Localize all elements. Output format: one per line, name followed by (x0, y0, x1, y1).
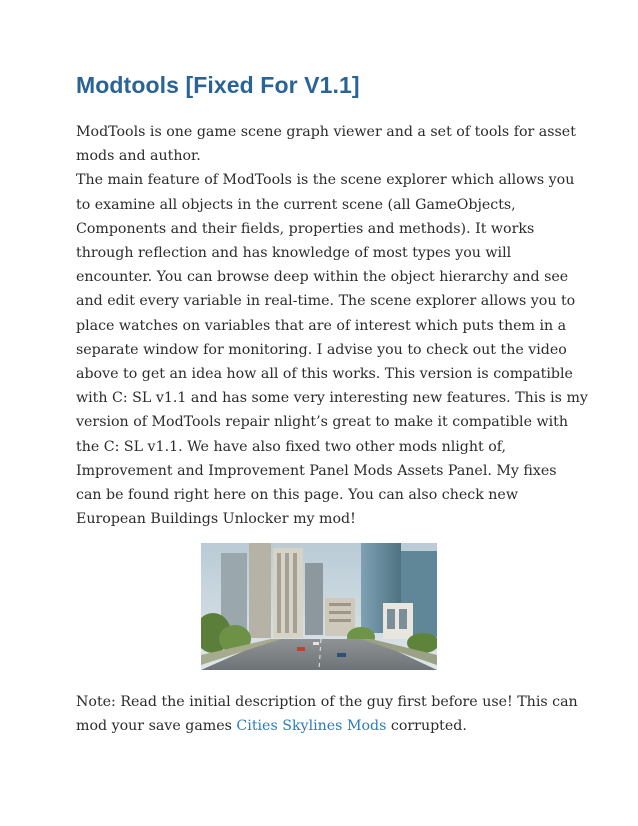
body-line: Components and their fields, properties and methods). It works (76, 220, 535, 237)
body-line: with C: SL v1.1 and has some very interesting new features. This is my (76, 390, 588, 407)
page-title: Modtools [Fixed For V1.1] (76, 72, 360, 98)
body-line: The main feature of ModTools is the scene explorer which allows you (76, 172, 575, 189)
body-line: above to get an idea how all of this works. This version is compatible (76, 366, 573, 383)
body-line: separate window for monitoring. I advise you to check out the video (76, 341, 567, 358)
body-line: and edit every variable in real-time. The scene explorer allows you to (76, 293, 576, 310)
body-line: mods and author. (76, 148, 201, 165)
cities-skylines-mods-link[interactable]: Cities Skylines Mods (236, 718, 387, 735)
body-line: ModTools is one game scene graph viewer and a set of tools for asset (76, 124, 576, 140)
body-line: place watches on variables that are of interest which puts them in a (76, 317, 567, 334)
city-screenshot-image (201, 543, 437, 670)
note-line: Note: Read the initial description of the guy first before use! This can (76, 694, 578, 710)
body-line: Improvement and Improvement Panel Mods Assets Panel. My fixes (76, 462, 557, 479)
body-line: encounter. You can browse deep within the object hierarchy and see (76, 269, 569, 286)
body-line: to examine all objects in the current scene (all GameObjects, (76, 196, 516, 213)
note-paragraph (76, 690, 578, 738)
body-line: through reflection and has knowledge of most types you will (76, 245, 512, 262)
note-line (76, 714, 566, 738)
note-text-before-link: mod your save games (76, 718, 237, 735)
article-body (76, 120, 588, 531)
note-text-after-link: corrupted. (386, 718, 467, 735)
body-line: can be found right here on this page. You can also check new (76, 487, 518, 504)
body-line: European Buildings Unlocker my mod! (76, 511, 356, 528)
body-line: version of ModTools repair nlight’s great to make it compatible with (76, 414, 569, 431)
body-line: the C: SL v1.1. We have also fixed two other mods nlight of, (76, 438, 507, 455)
